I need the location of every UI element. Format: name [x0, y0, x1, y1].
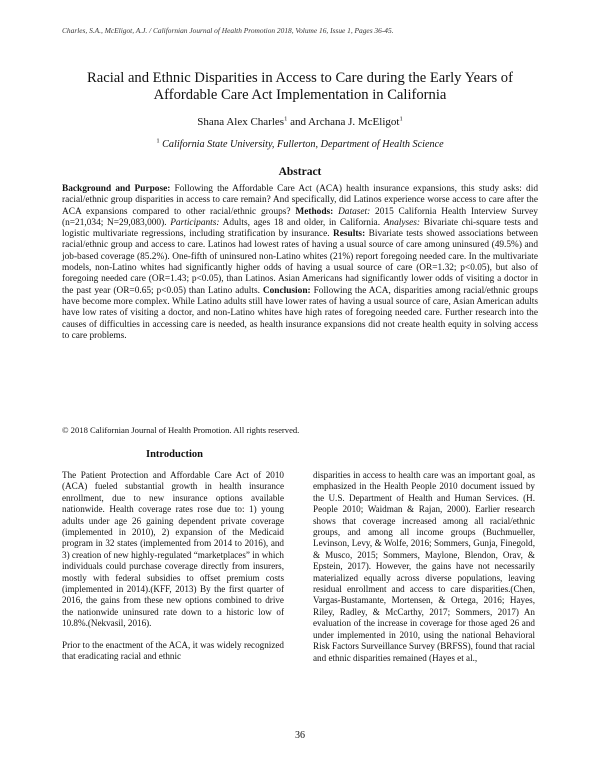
author-affiliation-marker: 1 — [284, 115, 288, 123]
body-column-right — [313, 470, 535, 674]
page-number: 36 — [295, 730, 305, 741]
body-paragraph: The Patient Protection and Affordable Care Act of 2010 (ACA) fueled substantial growth in health insurance enrollment, due to new insurance options available nationwide. Health coverage rates rose due to: 1) young adults under age 26 gaining dependent private coverage (implemented in 2010), 2) expansion of the Medicaid program in 32 states (implemented from 2014 to 2016), and 3) creation of new highly-regulated “marketplaces” in which individuals could purchase coverage directly from insurers, mostly with federal subsidies to offset premium costs (implemented in 2014).(KFF, 2013) By the first quarter of 2016, the gains from these new options combined to drive the nationwide uninsured rate down to a historic low of 10.8%.(Nekvasil, 2016). — [62, 470, 284, 629]
abstract-body — [62, 184, 538, 342]
abstract-conclusion-text: Following the ACA, disparities among racial/ethnic groups have become more complex. While Latino adults still have lower rates of having a usual source of care, Asian American adults have low rates of visiting a doctor, and non-Latino whites have high rates of foregoing needed care. Further research into the causes of difficulties in accessing care is needed, as health insurance expansions did not create health equity in solving access to care problems. — [62, 285, 538, 341]
body-column-left — [62, 470, 284, 673]
abstract-conclusion-label: Conclusion: — [262, 285, 311, 296]
abstract-participants-text: Adults, ages 18 and older, in California. — [219, 217, 384, 228]
abstract-analyses-text: Bivariate chi-square tests and logistic multivariate regressions, including stratification by insurance. — [62, 217, 538, 240]
title-line-2: Affordable Care Act Implementation in California — [153, 87, 447, 103]
abstract-dataset-label: Dataset: — [333, 206, 371, 217]
affiliation — [60, 139, 540, 150]
author-name: Archana J. McEligot — [308, 116, 400, 128]
introduction-heading: Introduction — [146, 449, 203, 460]
abstract-participants-label: Participants: — [170, 217, 220, 228]
body-paragraph: disparities in access to health care was an important goal, as emphasized in the Health People 2010 document issued by the U.S. Department of Health and Human Services. (H. People 2010; Waidman & Rajan, 2000). Earlier research shows that coverage increased among all racial/ethnic groups, and among all income groups (Buchmueller, Levinson, Levy, & Wolfe, 2016; Sommers, Gunja, Finegold, & Musco, 2015; Sommers, Maylone, Blendon, Orav, & Epstein, 2017). However, the gains have not necessarily materialized equally across diverse populations, leaving residual enrollment and access to care disparities.(Chen, Vargas-Bustamante, Mortensen, & Ortega, 2016; Hayes, Riley, Radley, & McCarthy, 2017; Sommers, 2017) An evaluation of the increase in coverage for those aged 26 and under implemented in 2010, using the national Behavioral Risk Factors Surveillance Survey (BRFSS), found that racial and ethnic disparities remained (Hayes et al., — [313, 470, 536, 663]
abstract-analyses-label: Analyses: — [383, 217, 421, 228]
abstract-results-label: Results: — [333, 229, 366, 240]
abstract-results-text: Bivariate tests showed associations between racial/ethnic group and access to care. Latinos had lowest rates of having a usual source of care among uninsured (49.5%) and job-based coverage (85.2%). One-fifth of uninsured non-Latino whites (21%) report foregoing needed care. In the multivariate models, non-Latino whites had significantly higher odds of having a usual source of care (OR=1.32; p<0.05), but also of foregoing needed care (OR=1.43; p<0.05), than Latinos. Asian Americans had significantly lower odds of visiting a doctor in the past year (OR=0.65; p<0.05) than Latino adults. — [62, 229, 538, 296]
running-head: Charles, S.A., McEligot, A.J. / Californian Journal of Health Promotion 2018, Volume 16, Issue 1, Pages 36-45. — [62, 26, 394, 35]
abstract-background-label: Background and Purpose: — [62, 184, 171, 194]
abstract-heading: Abstract — [278, 166, 322, 178]
paper-title — [60, 70, 540, 104]
abstract-dataset-text: 2015 California Health Interview Survey (n=21,034; N=29,083,000). — [62, 206, 538, 228]
affiliation-marker: 1 — [156, 137, 160, 145]
author-separator: and — [287, 116, 309, 128]
author-affiliation-marker: 1 — [399, 115, 403, 123]
author-name: Shana Alex Charles — [197, 116, 285, 128]
abstract-background-text: Following the Affordable Care Act (ACA) health insurance expansions, this study asks: did racial/ethnic group disparities in access to care remain? And specifically, did Latinos experience worse access to care after the ACA expansions compared to other racial/ethnic groups? — [62, 184, 538, 217]
title-line-1: Racial and Ethnic Disparities in Access to Care during the Early Years of — [87, 70, 513, 86]
copyright-notice: © 2018 Californian Journal of Health Promotion. All rights reserved. — [62, 425, 300, 435]
abstract-methods-label: Methods: — [295, 206, 334, 217]
body-paragraph: Prior to the enactment of the ACA, it was widely recognized that eradicating racial and ethnic — [62, 639, 284, 662]
author-list — [60, 116, 540, 128]
affiliation-text: California State University, Fullerton, Department of Health Science — [159, 139, 444, 150]
